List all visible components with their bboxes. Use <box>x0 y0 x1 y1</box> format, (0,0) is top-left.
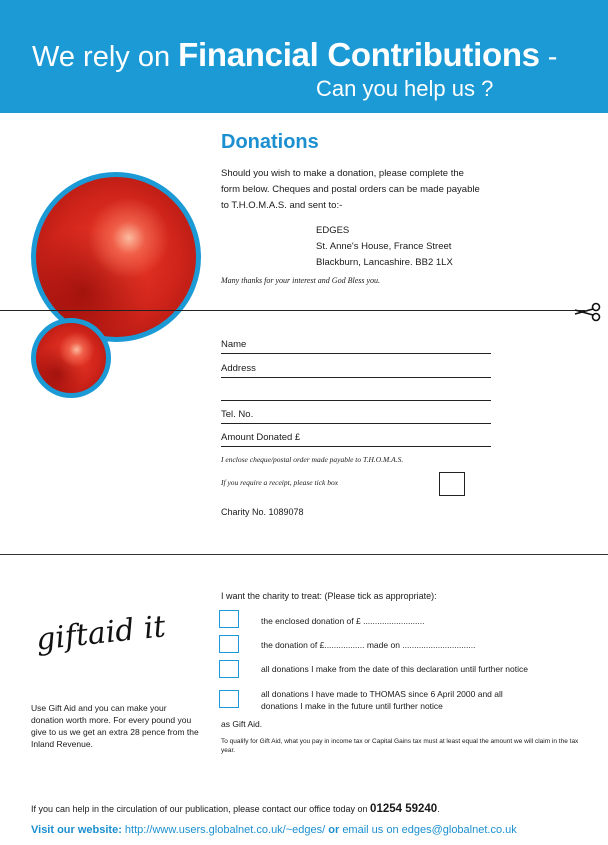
as-gift-aid: as Gift Aid. <box>221 719 263 729</box>
name-label: Name <box>221 339 247 350</box>
decorative-red-sphere-large <box>31 172 201 342</box>
address-line: St. Anne's House, France Street <box>316 241 452 252</box>
address-label: Address <box>221 363 256 374</box>
option-label: all donations I make from the date of this declaration until further notice <box>261 664 528 674</box>
option-label: all donations I have made to THOMAS since 6 April 2000 and all donations I make in the future until further notice <box>261 689 503 711</box>
name-field[interactable] <box>221 335 491 354</box>
phone-number: 01254 59240 <box>370 803 438 815</box>
amount-field[interactable] <box>221 426 491 447</box>
contact-line <box>31 803 440 815</box>
donations-heading: Donations <box>221 131 319 153</box>
qualify-note: To qualify for Gift Aid, what you pay in income tax or Capital Gains tax must at least equal the amount we will claim in the tax year. <box>221 738 579 754</box>
option-checkbox[interactable] <box>219 635 239 653</box>
address-line: Blackburn, Lancashire. BB2 1LX <box>316 257 453 268</box>
website-link[interactable]: http://www.users.globalnet.co.uk/~edges/ <box>121 824 326 836</box>
banner-line-2: Can you help us ? <box>316 76 494 101</box>
option-label: the enclosed donation of £ .......................... <box>261 616 425 626</box>
enclose-note: I enclose cheque/postal order made payable to T.H.O.M.A.S. <box>221 455 404 464</box>
address-field-line-2[interactable] <box>221 380 491 401</box>
receipt-note: If you require a receipt, please tick box <box>221 478 339 487</box>
donations-intro: Should you wish to make a donation, please complete the form below. Cheques and postal orders can be made payable to T.H.O.M.A.S. and sent to:- <box>221 168 480 211</box>
cut-line <box>0 310 585 311</box>
receipt-tickbox[interactable] <box>439 472 465 496</box>
email-link[interactable]: email us on edges@globalnet.co.uk <box>342 824 517 836</box>
giftaid-logo-text: giftaid it <box>34 609 168 658</box>
header-banner <box>0 0 608 113</box>
thanks-note: Many thanks for your interest and God Bless you. <box>221 276 381 285</box>
tel-field[interactable] <box>221 403 491 424</box>
amount-label: Amount Donated £ <box>221 432 301 443</box>
decorative-red-sphere-small <box>31 318 111 398</box>
giftaid-logo <box>30 604 190 664</box>
giftaid-description: Use Gift Aid and you can make your donation worth more. For every pound you give to us we get an extra 28 pence from the Inland Revenue. <box>31 703 199 749</box>
section-divider <box>0 554 608 555</box>
phone-suffix: . <box>437 804 440 814</box>
web-label: Visit our website: <box>31 824 122 836</box>
banner-dash: - <box>539 41 558 73</box>
treat-heading: I want the charity to treat: (Please tick as appropriate): <box>221 591 437 601</box>
address-field[interactable] <box>221 358 491 378</box>
or-text: or <box>325 824 343 836</box>
contact-text: If you can help in the circulation of our publication, please contact our office today on <box>31 804 371 814</box>
charity-number: Charity No. 1089078 <box>221 507 304 517</box>
address-line: EDGES <box>316 225 350 236</box>
postal-address <box>316 223 453 271</box>
option-checkbox[interactable] <box>219 660 239 678</box>
option-checkbox[interactable] <box>219 690 239 708</box>
banner-line-1 <box>32 36 557 74</box>
option-checkbox[interactable] <box>219 610 239 628</box>
banner-pre: We rely on <box>32 41 171 73</box>
option-label: the donation of £................. made on ............................... <box>261 640 476 650</box>
tel-label: Tel. No. <box>221 409 254 420</box>
scissors-icon <box>573 302 603 322</box>
banner-bold: Financial Contributions <box>178 36 540 73</box>
web-line <box>31 824 517 836</box>
